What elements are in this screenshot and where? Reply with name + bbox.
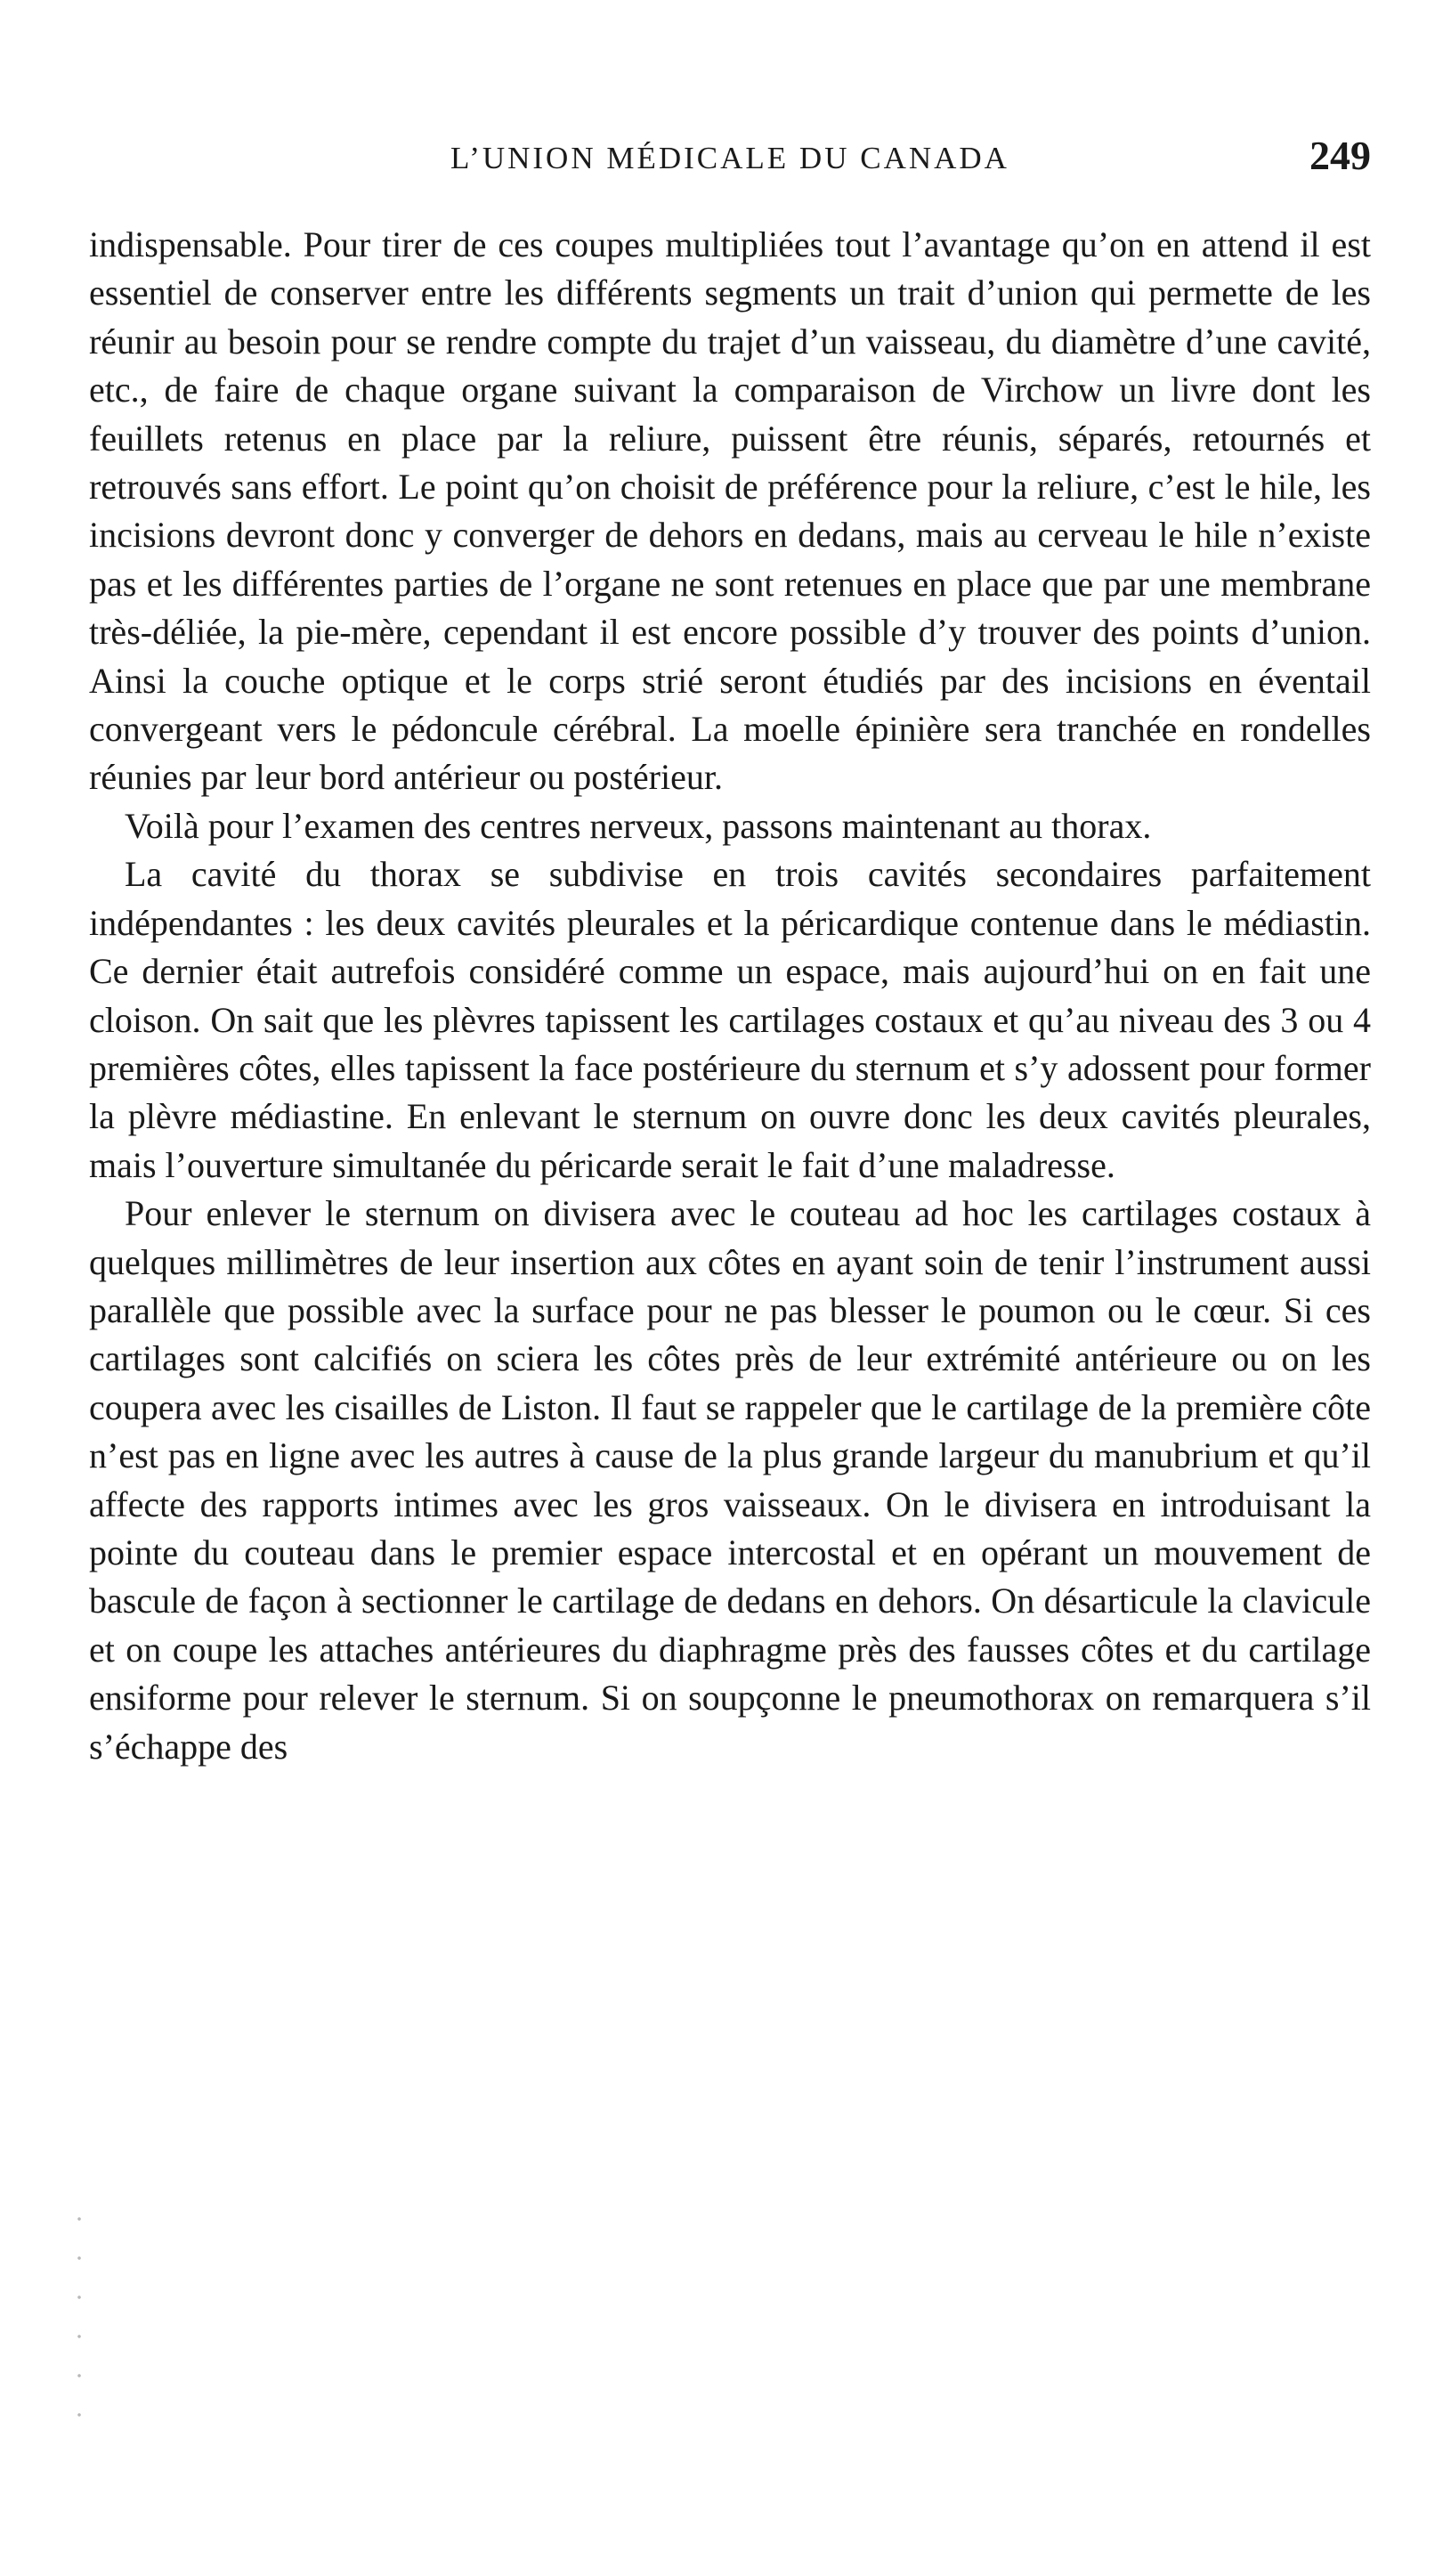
running-head bbox=[89, 132, 1371, 185]
body-text bbox=[89, 221, 1371, 1771]
margin-scan-specks bbox=[75, 2199, 84, 2431]
paragraph: indispensable. Pour tirer de ces coupes multipliées tout l’avantage qu’on en attend il est essentiel de conserver entre les différents segments un trait d’union qui permette de les réunir au besoin pour se rendre compte du trajet d’un vaisseau, du diamètre d’une cavité, etc., de faire de chaque organe suivant la comparaison de Virchow un livre dont les feuillets retenus en place par la reliure, puissent être réunis, séparés, retournés et retrouvés sans effort. Le point qu’on choisit de préférence pour la reliure, c’est le hile, les incisions devront donc y converger de dehors en dedans, mais au cerveau le hile n’existe pas et les différentes parties de l’organe ne sont retenues en place que par une membrane très-déliée, la pie-mère, cependant il est encore possible d’y trouver des points d’union. Ainsi la couche optique et le corps strié seront étudiés par des incisions en éventail convergeant vers le pédoncule cérébral. La moelle épinière sera tranchée en rondelles réunies par leur bord antérieur ou postérieur. bbox=[89, 224, 1371, 798]
paragraph: Voilà pour l’examen des centres nerveux, passons maintenant au thorax. bbox=[125, 805, 1152, 846]
page-number: 249 bbox=[1309, 133, 1371, 178]
paragraph: Pour enlever le sternum on divisera avec le couteau ad hoc les cartilages costaux à quelques millimètres de leur insertion aux côtes en ayant soin de tenir l’instrument aussi parallèle que possible avec la surface pour ne pas blesser le poumon ou le cœur. Si ces cartilages sont calcifiés on sciera les côtes près de leur extrémité antérieure ou on les coupera avec les cisailles de Liston. Il faut se rappeler que le cartilage de la première côte n’est pas en ligne avec les autres à cause de la plus grande largeur du manubrium et qu’il affecte des rapports intimes avec les gros vaisseaux. On le divisera en introduisant la pointe du couteau dans le premier espace intercostal et en opérant un mouvement de bascule de façon à sectionner le cartilage de dedans en dehors. On désarticule la clavicule et on coupe les attaches antérieures du diaphragme près des fausses côtes et du cartilage ensiforme pour relever le sternum. Si on soupçonne le pneumothorax on remarquera s’il s’échappe des bbox=[89, 1193, 1371, 1767]
running-title: L’UNION MÉDICALE DU CANADA bbox=[450, 141, 1009, 175]
paragraph: La cavité du thorax se subdivise en trois cavités secondaires parfaitement indépendantes : les deux cavités pleurales et la péricardique contenue dans le médiastin. Ce dernier était autrefois considéré comme un espace, mais aujourd’hui on en fait une cloison. On sait que les plèvres tapissent les cartilages costaux et qu’au niveau des 3 ou 4 premières côtes, elles tapissent la face postérieure du sternum et s’y adossent pour former la plèvre médiastine. En enlevant le sternum on ouvre donc les deux cavités pleurales, mais l’ouverture simultanée du péricarde serait le fait d’une maladresse. bbox=[89, 854, 1371, 1185]
